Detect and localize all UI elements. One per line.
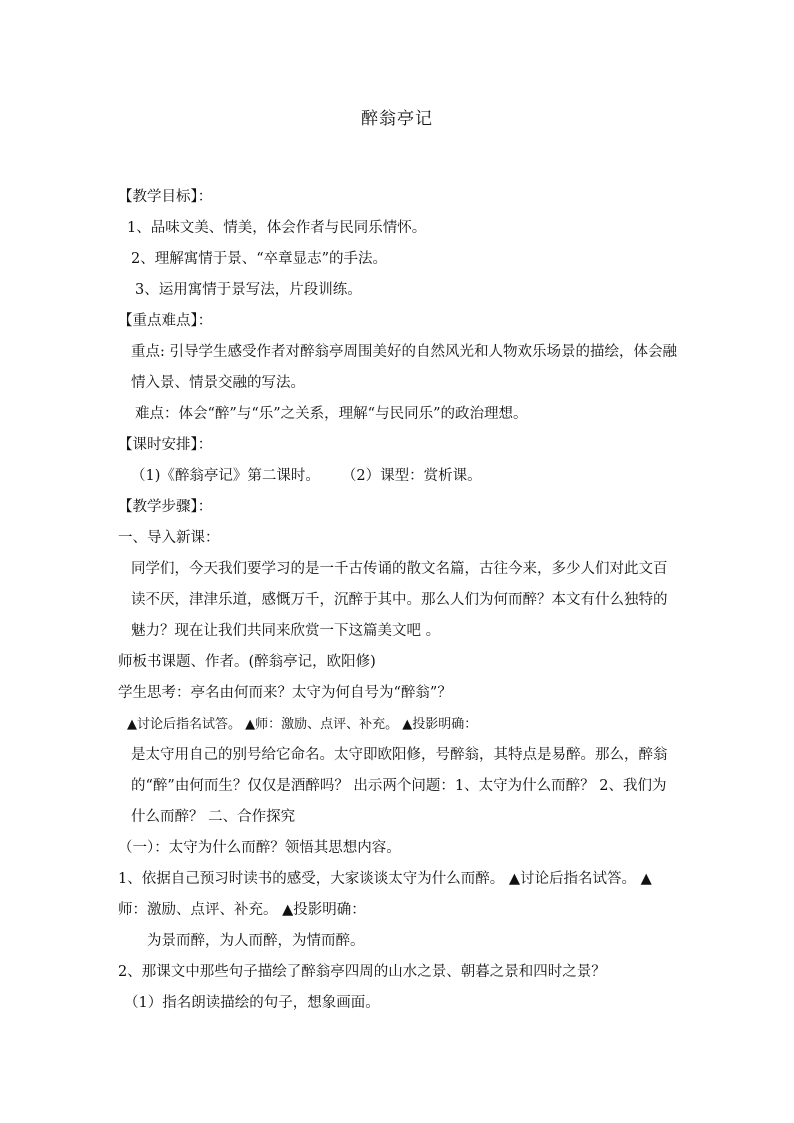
objective-item-2: 2、理解寓情于景、“卒章显志”的手法。 [131, 251, 388, 267]
question-1-answer: 为景而醉，为人而醉，为情而醉。 [147, 933, 365, 949]
schedule-heading: 【课时安排】： [118, 437, 213, 453]
schedule-item-2: （2）课型：赏析课。 [341, 468, 482, 484]
objectives-heading: 【教学目标】： [118, 189, 213, 205]
board-note: 师板书课题、作者。(醉翁亭记，欧阳修) [118, 654, 376, 670]
part1-title: （一）：太守为什么而醉？领悟其思想内容。 [118, 840, 401, 856]
document-body [118, 182, 680, 1019]
intro-paragraph: 同学们，今天我们要学习的是一千古传诵的散文名篇，古往今来，多少人们对此文百读不厌，津津乐道，感慨万千，沉醉于其中。那么人们为何而醉？本文有什么独特的魅力？现在让我们共同来欣赏一下这篇美文吧 。 [131, 561, 668, 639]
schedule-item-1: （1)《醉翁亭记》第二课时。 [131, 468, 320, 484]
key-points-focus: 重点: 引导学生感受作者对醉翁亭周围美好的自然风光和人物欢乐场景的描绘，体会融情入景、情景交融的写法。 [131, 344, 677, 391]
question-1: 1、依据自己预习时读书的感受，大家谈谈太守为什么而醉。 ▲讨论后指名试答。 ▲师：激励、点评、补充。 ▲投影明确： [118, 871, 652, 918]
student-think: 学生思考：亭名由何而来？太守为何自号为“醉翁”？ [118, 685, 452, 701]
question-2: 2、那课文中那些句子描绘了醉翁亭四周的山水之景、朝暮之景和四时之景？ [118, 964, 606, 980]
key-points-difficulty: 难点：体会“醉”与“乐”之关系，理解“与民同乐”的政治理想。 [135, 406, 528, 422]
discussion-prompt: ▲讨论后指名试答。 ▲师：激励、点评、补充。 ▲投影明确： [127, 717, 478, 732]
objective-item-1: 1、品味文美、情美，体会作者与民同乐情怀。 [127, 220, 427, 236]
steps-heading: 【教学步骤】： [118, 499, 213, 515]
key-points-heading: 【重点难点】： [118, 313, 213, 329]
schedule-items [118, 461, 680, 492]
objective-item-3: 3、运用寓情于景写法，片段训练。 [135, 282, 362, 298]
question-2-sub-1: （1）指名朗读描绘的句子，想象画面。 [124, 995, 380, 1011]
section1-title: 一、导入新课： [118, 530, 220, 546]
document-title: 醉翁亭记 [361, 109, 433, 129]
answer-paragraph: 是太守用自己的别号给它命名。太守即欧阳修，号醉翁，其特点是易醉。那么，醉翁的“醉”由何而生？仅仅是酒醉吗？ 出示两个问题：1、太守为什么而醉？ 2、我们为什么而醉？ 二、合作探究 [131, 747, 668, 825]
